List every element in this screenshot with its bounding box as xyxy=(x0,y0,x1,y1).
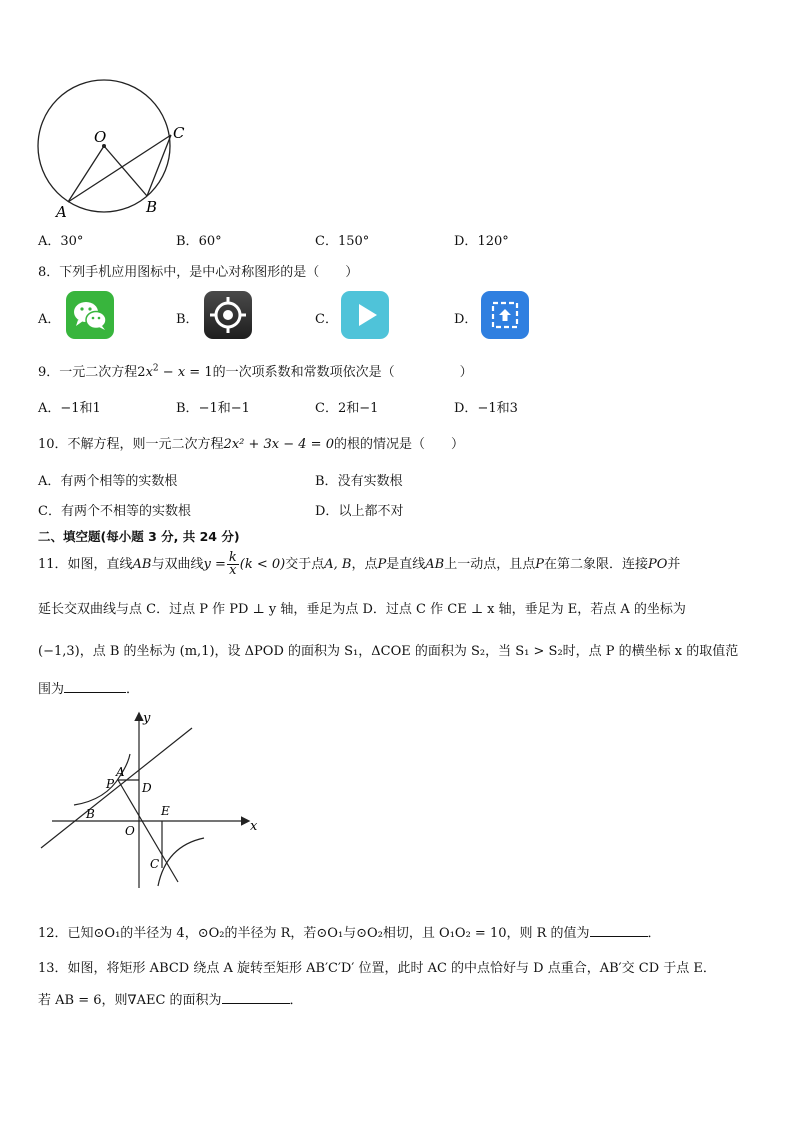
q8-option-a-letter: A． xyxy=(38,312,61,327)
wechat-icon xyxy=(66,291,114,339)
q11-line-1: 11．如图，直线AB与双曲线y = $\frac{k}{x}$ (k < 0)交于点A, B，点P是直线AB上一动点，且点P在第二象限．连接PO并 xyxy=(38,550,681,578)
label-x: x xyxy=(250,819,258,834)
q11-line-2: 延长交双曲线与点 C．过点 P 作 PD ⊥ y 轴，垂足为点 D．过点 C 作 CE ⊥ x 轴，垂足为 E，若点 A 的坐标为 xyxy=(38,602,686,617)
q12-stem: 12．已知⊙O₁的半径为 4，⊙O₂的半径为 R，若⊙O₁与⊙O₂相切，且 O₁O₂ = 10，则 R 的值为 ． xyxy=(38,926,661,941)
label-p: P xyxy=(106,777,115,791)
answer-blank[interactable] xyxy=(222,991,290,1004)
q7-option-d: D．120° xyxy=(454,234,509,249)
label-a: A xyxy=(116,765,125,779)
line-ab xyxy=(41,728,192,848)
q9-stem: 9．一元二次方程$2x^2 - x = 1$的一次项系数和常数项依次是（ ） xyxy=(38,363,473,380)
label-b: B xyxy=(146,198,158,216)
q8-option-b-letter: B． xyxy=(176,312,199,327)
q7-option-b: B．60° xyxy=(176,234,222,249)
q7-option-c: C．150° xyxy=(315,234,370,249)
q10-option-c: C．有两个不相等的实数根 xyxy=(38,504,191,519)
label-a: A xyxy=(56,203,67,221)
label-b: B xyxy=(86,807,95,821)
upload-icon xyxy=(481,291,529,339)
segment-ob xyxy=(104,146,147,196)
circle-figure xyxy=(30,72,200,222)
label-c: C xyxy=(173,124,185,142)
label-d: D xyxy=(142,781,152,795)
q13-line-2: 若 AB = 6，则∇AEC 的面积为 ． xyxy=(38,993,303,1008)
answer-blank[interactable] xyxy=(590,924,648,937)
q8-option-c-letter: C． xyxy=(315,312,338,327)
section-title: 二、填空题(每小题 3 分, 共 24 分) xyxy=(38,529,240,544)
q10-stem: 10．不解方程，则一元二次方程2x² + 3x − 4 = 0的根的情况是（ ） xyxy=(38,437,464,452)
segment-oa xyxy=(68,146,104,202)
label-o: O xyxy=(94,128,107,146)
segment-ac xyxy=(68,135,171,202)
label-c: C xyxy=(150,857,160,871)
q13-line-1: 13．如图，将矩形 ABCD 绕点 A 旋转至矩形 AB′C′D′ 位置，此时 AC 的中点恰好与 D 点重合，AB′交 CD 于点 E． xyxy=(38,961,716,976)
label-e: E xyxy=(161,804,170,818)
target-icon xyxy=(204,291,252,339)
q11-line-3: (−1,3)，点 B 的坐标为 (m,1)，设 ΔPOD 的面积为 S₁，ΔCOE 的面积为 S₂，当 S₁ > S₂时，点 P 的横坐标 x 的取值范 xyxy=(38,644,739,659)
label-o: O xyxy=(125,824,135,838)
label-y: y xyxy=(143,711,151,726)
fraction-k-over-x: $\frac{k}{x}$ xyxy=(228,550,237,578)
q10-option-a: A．有两个相等的实数根 xyxy=(38,474,178,489)
q10-option-b: B．没有实数根 xyxy=(315,474,403,489)
q8-option-d-letter: D． xyxy=(454,312,478,327)
q9-option-d: D．−1和3 xyxy=(454,401,518,416)
q9-option-b: B．−1和−1 xyxy=(176,401,250,416)
q8-stem: 8．下列手机应用图标中，是中心对称图形的是（ ） xyxy=(38,265,359,280)
q10-option-d: D．以上都不对 xyxy=(315,504,404,519)
q9-option-c: C．2和−1 xyxy=(315,401,379,416)
hyperbola-branch-right xyxy=(158,838,204,886)
q7-option-a: A．30° xyxy=(38,234,84,249)
coordinate-graph xyxy=(36,708,268,894)
q11-line-4: 围为 ． xyxy=(38,682,140,697)
answer-blank[interactable] xyxy=(64,680,126,693)
q9-option-a: A．−1和1 xyxy=(38,401,101,416)
play-icon xyxy=(341,291,389,339)
